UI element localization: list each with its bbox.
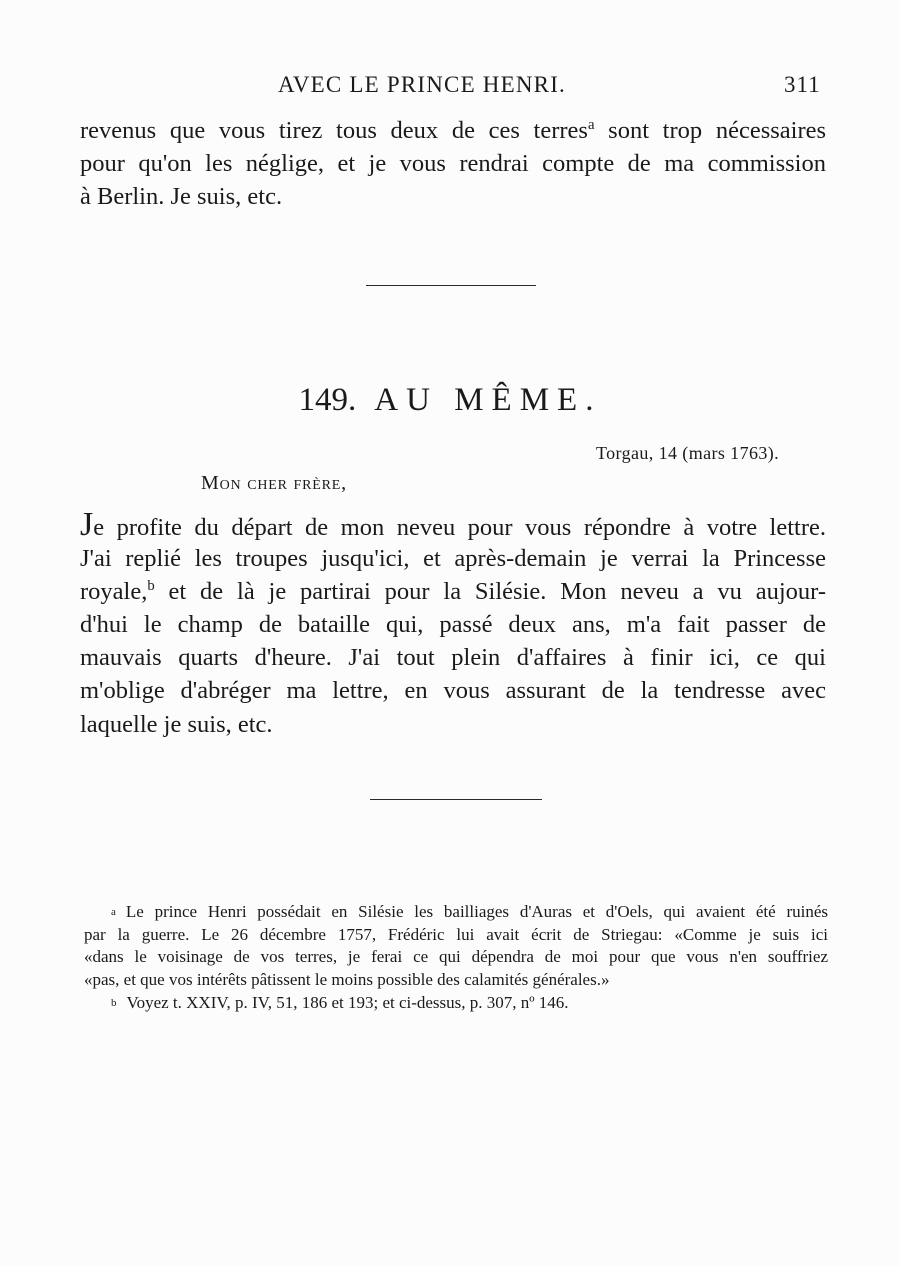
drop-cap: J xyxy=(80,506,94,543)
footnote-marker: a xyxy=(111,906,116,918)
footnote-b xyxy=(111,992,569,1017)
text-run: et de là je partirai pour la Silésie. Mon neveu a vu aujour- xyxy=(154,578,826,605)
body-line: J'ai replié les troupes jusqu'ici, et après-demain je verrai la Princesse xyxy=(80,545,826,572)
running-head: AVEC LE PRINCE HENRI. xyxy=(278,72,567,97)
text-run: sont trop nécessaires xyxy=(594,117,827,144)
footnote-ref-a: a xyxy=(587,116,595,133)
body-line: d'hui le champ de bataille qui, passé deux ans, m'a fait passer de xyxy=(80,611,826,638)
footnote-a-line xyxy=(111,901,828,926)
body-line xyxy=(80,508,826,544)
body-line: m'oblige d'abréger ma lettre, en vous assurant de la tendresse avec xyxy=(80,677,826,704)
text-run: e profite du départ de mon neveu pour vous répondre à votre lettre. xyxy=(93,514,826,541)
footnote-a-line: «dans le voisinage de vos terres, je ferai ce qui dépendra de moi pour que vous n'en souffriez xyxy=(84,947,828,966)
page-number: 311 xyxy=(784,72,821,97)
section-divider xyxy=(370,799,542,800)
body-line xyxy=(80,575,826,608)
body-line: mauvais quarts d'heure. J'ai tout plein d'affaires à finir ici, ce qui xyxy=(80,644,826,671)
text-run: Le prince Henri possédait en Silésie les bailliages d'Auras et d'Oels, qui avaient été ruinés xyxy=(125,902,828,921)
previous-letter-line: à Berlin. Je suis, etc. xyxy=(80,183,283,210)
letter-title: AU MÊME. xyxy=(374,382,602,418)
footnote-a-line: par la guerre. Le 26 décembre 1757, Frédéric lui avait écrit de Striegau: «Comme je suis ici xyxy=(84,925,828,944)
letter-number: 149. xyxy=(298,382,357,418)
footnote-marker: b xyxy=(111,997,117,1009)
text-run: revenus que vous tirez tous deux de ces terres xyxy=(80,117,588,144)
footnote-a-line: «pas, et que vos intérêts pâtissent le moins possible des calamités générales.» xyxy=(84,970,610,989)
salutation: Mon cher frère, xyxy=(201,472,347,494)
body-line: laquelle je suis, etc. xyxy=(80,711,273,738)
text-run: royale, xyxy=(80,578,148,605)
previous-letter-line xyxy=(80,114,826,147)
letter-heading xyxy=(0,382,900,419)
text-run: Voyez t. XXIV, p. IV, 51, 186 et 193; et ci-dessus, p. 307, nº 146. xyxy=(126,993,569,1012)
previous-letter-line: pour qu'on les néglige, et je vous rendrai compte de ma commission xyxy=(80,150,826,177)
dateline: Torgau, 14 (mars 1763). xyxy=(596,443,780,463)
footnote-ref-b: b xyxy=(147,577,155,594)
section-divider xyxy=(366,285,536,286)
